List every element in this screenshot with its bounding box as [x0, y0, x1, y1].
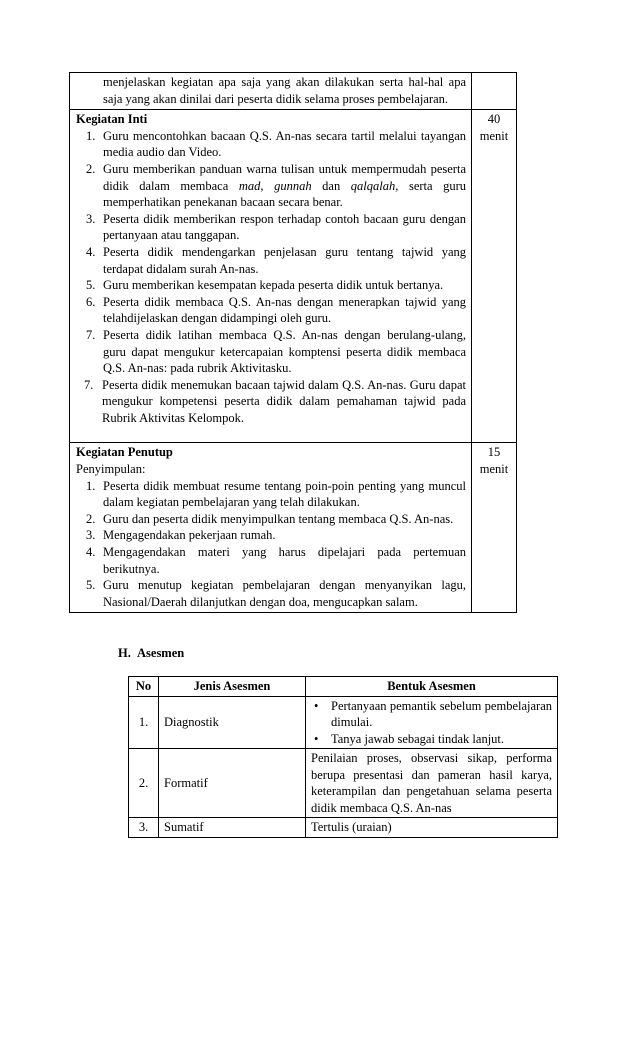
item-text: Guru mencontohkan bacaan Q.S. An-nas secara tartil melalui tayangan media audio dan Video. [103, 128, 466, 160]
bentuk-cell: Tertulis (uraian) [306, 818, 558, 838]
item-number: 1. [86, 128, 96, 143]
kegiatan-cell [70, 443, 472, 613]
header-bentuk: Bentuk Asesmen [306, 677, 558, 697]
kegiatan-cell [70, 73, 472, 110]
duration-cell [472, 443, 517, 613]
list-item [76, 211, 466, 244]
item-text: Peserta didik membuat resume tentang poin-poin penting yang muncul dalam kegiatan pembelajaran yang telah dilakukan. [103, 478, 466, 510]
kegiatan-inti-title: Kegiatan Inti [76, 112, 148, 127]
table-header-row [129, 677, 558, 697]
kegiatan-penutup-title: Kegiatan Penutup [76, 445, 173, 460]
bullet-icon: • [314, 698, 319, 713]
duration-unit: menit [479, 128, 509, 143]
list-item [76, 511, 466, 528]
duration-cell [472, 73, 517, 110]
item-number: 3. [86, 528, 96, 543]
item-number: 6. [86, 294, 96, 309]
list-item [76, 128, 466, 161]
list-item [76, 527, 466, 544]
list-item [76, 327, 466, 377]
item-number: 2. [86, 511, 96, 526]
row-number: 1. [129, 696, 159, 749]
kegiatan-table [69, 72, 517, 613]
item-number: 4. [86, 545, 96, 560]
item-text: Guru memberikan kesempatan kepada peserta didik untuk bertanya. [103, 278, 444, 293]
bentuk-cell: Penilaian proses, observasi sikap, performa berupa presentasi dan pameran hasil karya, keterampilan dan pengetahuan selama peserta didik membaca Q.S. An-nas [306, 749, 558, 818]
duration-value: 40 [487, 112, 501, 127]
list-item [76, 244, 466, 277]
jenis-cell: Diagnostik [159, 696, 306, 749]
jenis-cell: Formatif [159, 749, 306, 818]
item-text: Guru memberikan panduan warna tulisan untuk mempermudah peserta didik dalam membaca [103, 161, 466, 193]
list-item [76, 377, 466, 427]
item-number: 2. [86, 161, 96, 176]
kegiatan-inti-list [76, 128, 466, 427]
item-text: Peserta didik menemukan bacaan tajwid dalam Q.S. An-nas. Guru dapat [102, 377, 466, 392]
header-jenis: Jenis Asesmen [159, 677, 306, 697]
item-number: 3. [86, 211, 96, 226]
item-text: Mengagendakan pekerjaan rumah. [103, 528, 276, 543]
duration-value: 15 [487, 445, 501, 460]
section-heading [118, 646, 184, 661]
list-item [76, 478, 466, 511]
item-text: Peserta didik memberikan respon terhadap contoh bacaan guru dengan pertanyaan atau tanggapan. [103, 211, 466, 243]
bullet-icon: • [314, 731, 319, 746]
italic-term: qalqalah, [350, 178, 399, 193]
kegiatan-penutup-list [76, 478, 466, 611]
item-number: 1. [86, 478, 96, 493]
table-row [70, 73, 517, 110]
table-row [70, 110, 517, 443]
list-item [76, 294, 466, 327]
list-item [76, 577, 466, 610]
list-item [76, 161, 466, 211]
item-number: 7. [84, 377, 94, 392]
item-text: Peserta didik latihan membaca Q.S. An-nas dengan berulang-ulang, guru dapat mengukur ketercapaian komptensi peserta didik membaca Q.S. An-nas: pada rubrik Aktivitasku. [103, 327, 466, 376]
asesmen-table [128, 676, 558, 838]
section-title: Asesmen [137, 646, 185, 660]
italic-term: mad, gunnah [238, 178, 312, 193]
row-number: 3. [129, 818, 159, 838]
item-number: 4. [86, 244, 96, 259]
bullet-item [311, 698, 552, 731]
header-no: No [129, 677, 159, 697]
row-number: 2. [129, 749, 159, 818]
table-row [70, 443, 517, 613]
item-text: dan [322, 178, 341, 193]
table-row [129, 749, 558, 818]
bentuk-cell [306, 696, 558, 749]
bullet-text: Pertanyaan pemantik sebelum pembelajaran dimulai. [331, 698, 552, 729]
duration-cell [472, 110, 517, 443]
item-number: 5. [86, 278, 96, 293]
table-row [129, 696, 558, 749]
item-text: Mengagendakan materi yang harus dipelajari pada pertemuan berikutnya. [103, 545, 466, 576]
pendahuluan-continuation: menjelaskan kegiatan apa saja yang akan dilakukan serta hal-hal apa saja yang akan dinilai dari peserta didik selama proses pembelajaran. [103, 75, 466, 106]
item-text: mengukur kompetensi peserta didik dalam pemahaman tajwid pada Rubrik Aktivitas Kelompok. [102, 394, 466, 425]
bullet-text: Tanya jawab sebagai tindak lanjut. [331, 731, 505, 746]
bullet-item [311, 731, 552, 748]
item-text: Guru menutup kegiatan pembelajaran dengan menyanyikan lagu, Nasional/Daerah dilanjutkan dengan doa, mengucapkan salam. [103, 578, 466, 609]
duration-unit: menit [479, 462, 509, 477]
item-text: Peserta didik membaca Q.S. An-nas dengan menerapkan tajwid yang telahdijelaskan dengan didampingi oleh guru. [103, 294, 466, 326]
section-letter: H. [118, 646, 131, 660]
jenis-cell: Sumatif [159, 818, 306, 838]
list-item [76, 277, 466, 294]
kegiatan-cell [70, 110, 472, 443]
item-text: serta guru memperhatikan penekanan bacaan secara benar. [103, 178, 467, 210]
list-item [76, 544, 466, 577]
item-number: 7. [86, 327, 96, 342]
item-text: Guru dan peserta didik menyimpulkan tentang membaca Q.S. An-nas. [103, 511, 454, 526]
table-row [129, 818, 558, 838]
penyimpulan-label: Penyimpulan: [76, 462, 146, 477]
item-number: 5. [86, 578, 96, 593]
item-text: Peserta didik mendengarkan penjelasan guru tentang tajwid yang terdapat didalam surah An-nas. [103, 244, 466, 276]
